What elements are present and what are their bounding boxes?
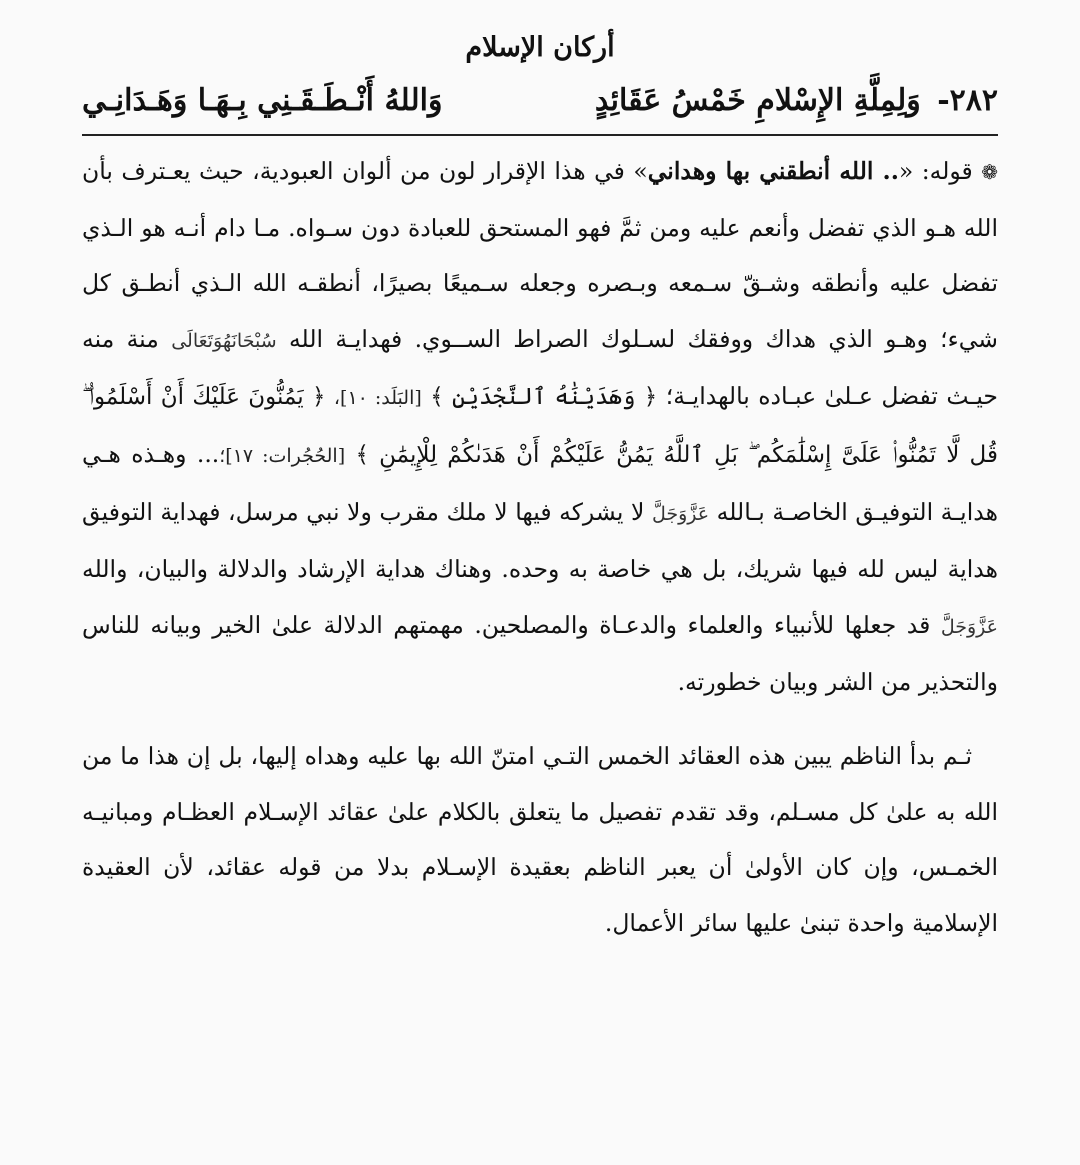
commentary-text-4: لا يشركه فيها لا ملك مقرب ولا نبي مرسل، فهداية التوفيق هداية ليس لله فيها شريك، بل هي خاصة به وحده. وهناك هداية الإرشاد والدلالة والبيان، والله [82,497,998,584]
quoted-phrase: .. الله أنطقني بها وهداني [647,157,899,185]
page-title: أركان الإسلام [465,32,615,63]
commentary-text-1: » في هذا الإقرار لون من ألوان العبودية، حيث يعـترف بأن الله هـو الذي تفضل وأنعم عليه ومن ثمَّ فهو المستحق للعبادة دون سـواه. مـا دام أنـه هو الـذي تفضل عليه وأنطقه وشـقّ سـمعه وبـصره وجعله سـميعًا بصيرًا، أنطقـه الله الـذي أنطـق كل شيء؛ وهـو الذي هداك ووفقك لسـلوك الصراط الســوي. فهدايـة الله [82,157,998,353]
honorific-subhanahu: سُبْحَانَهُوَتَعَالَى [171,329,277,352]
verse-right-hemistich: وَلِمِلَّةِ الإِسْلامِ خَمْسُ عَقَائِدٍ [594,83,921,118]
commentary-paragraph [82,144,998,711]
commentary-text-2: منة منه حيـث تفضل عـلىٰ عبـاده بالهدايـة؛ [82,324,998,411]
honorific-azza-wajal-2: عَزَّوَجَلَّ [940,615,998,638]
second-paragraph: ثـم بدأ الناظم يبين هذه العقائد الخمس التـي امتنّ الله بها عليه وهداه إليها، بل إن هذا ما من الله به علىٰ كل مسـلم، وقد تقدم تفصيل ما يتعلق بالكلام علىٰ عقائد الإسـلام العظـام ومبانيـه الخمـس، وإن كان الأولىٰ أن يعبر الناظم بعقيدة الإسـلام بدلا من قوله عقائد، لأن العقيدة الإسلامية واحدة تبنىٰ عليها سائر الأعمال. [82,741,998,937]
verse-right-hemistich-group [595,70,998,132]
surah-reference-1: [البَلَد: ١٠]، [333,387,422,410]
commentary-text-3: ... وهـذه هـي هدايـة التوفيـق الخاصـة بـالله [82,439,998,526]
commentary-text-5: قد جعلها للأنبياء والعلماء والدعـاة والمصلحين. مهمتهم الدلالة علىٰ الخير وبيانه للناس والتحذير من الشر وبيان خطورته. [82,610,998,697]
verse-number: ٢٨٢- [937,83,998,118]
honorific-azza-wajal-1: عَزَّوَجَلَّ [651,502,710,525]
verse-left-hemistich: وَاللهُ أَنْـطَـقَـنِي بِـهَـا وَهَـدَانِـي [82,83,443,118]
quran-verse-2: ﴿ يَمُنُّونَ عَلَيْكَ أَنْ أَسْلَمُوا۟ ۖ قُل لَّا تَمُنُّوا۟ عَلَىَّ إِسْلَٰمَكُم ۖ بَلِ ٱللَّهُ يَمُنُّ عَلَيْكُمْ أَنْ هَدَىٰكُمْ لِلْإِيمَٰنِ ﴾ [82,384,998,468]
commentary-intro: قوله: « [898,157,973,185]
poem-verse [82,70,998,132]
header-divider [82,134,998,136]
quran-verse-1: ﴿ وَهَدَيْنَٰهُ ٱلنَّجْدَيْنِ ﴾ [430,384,658,411]
surah-reference-2: [الحُجُرات: ١٧]؛ [219,444,346,467]
flower-marker-icon: ❁ [981,160,998,184]
